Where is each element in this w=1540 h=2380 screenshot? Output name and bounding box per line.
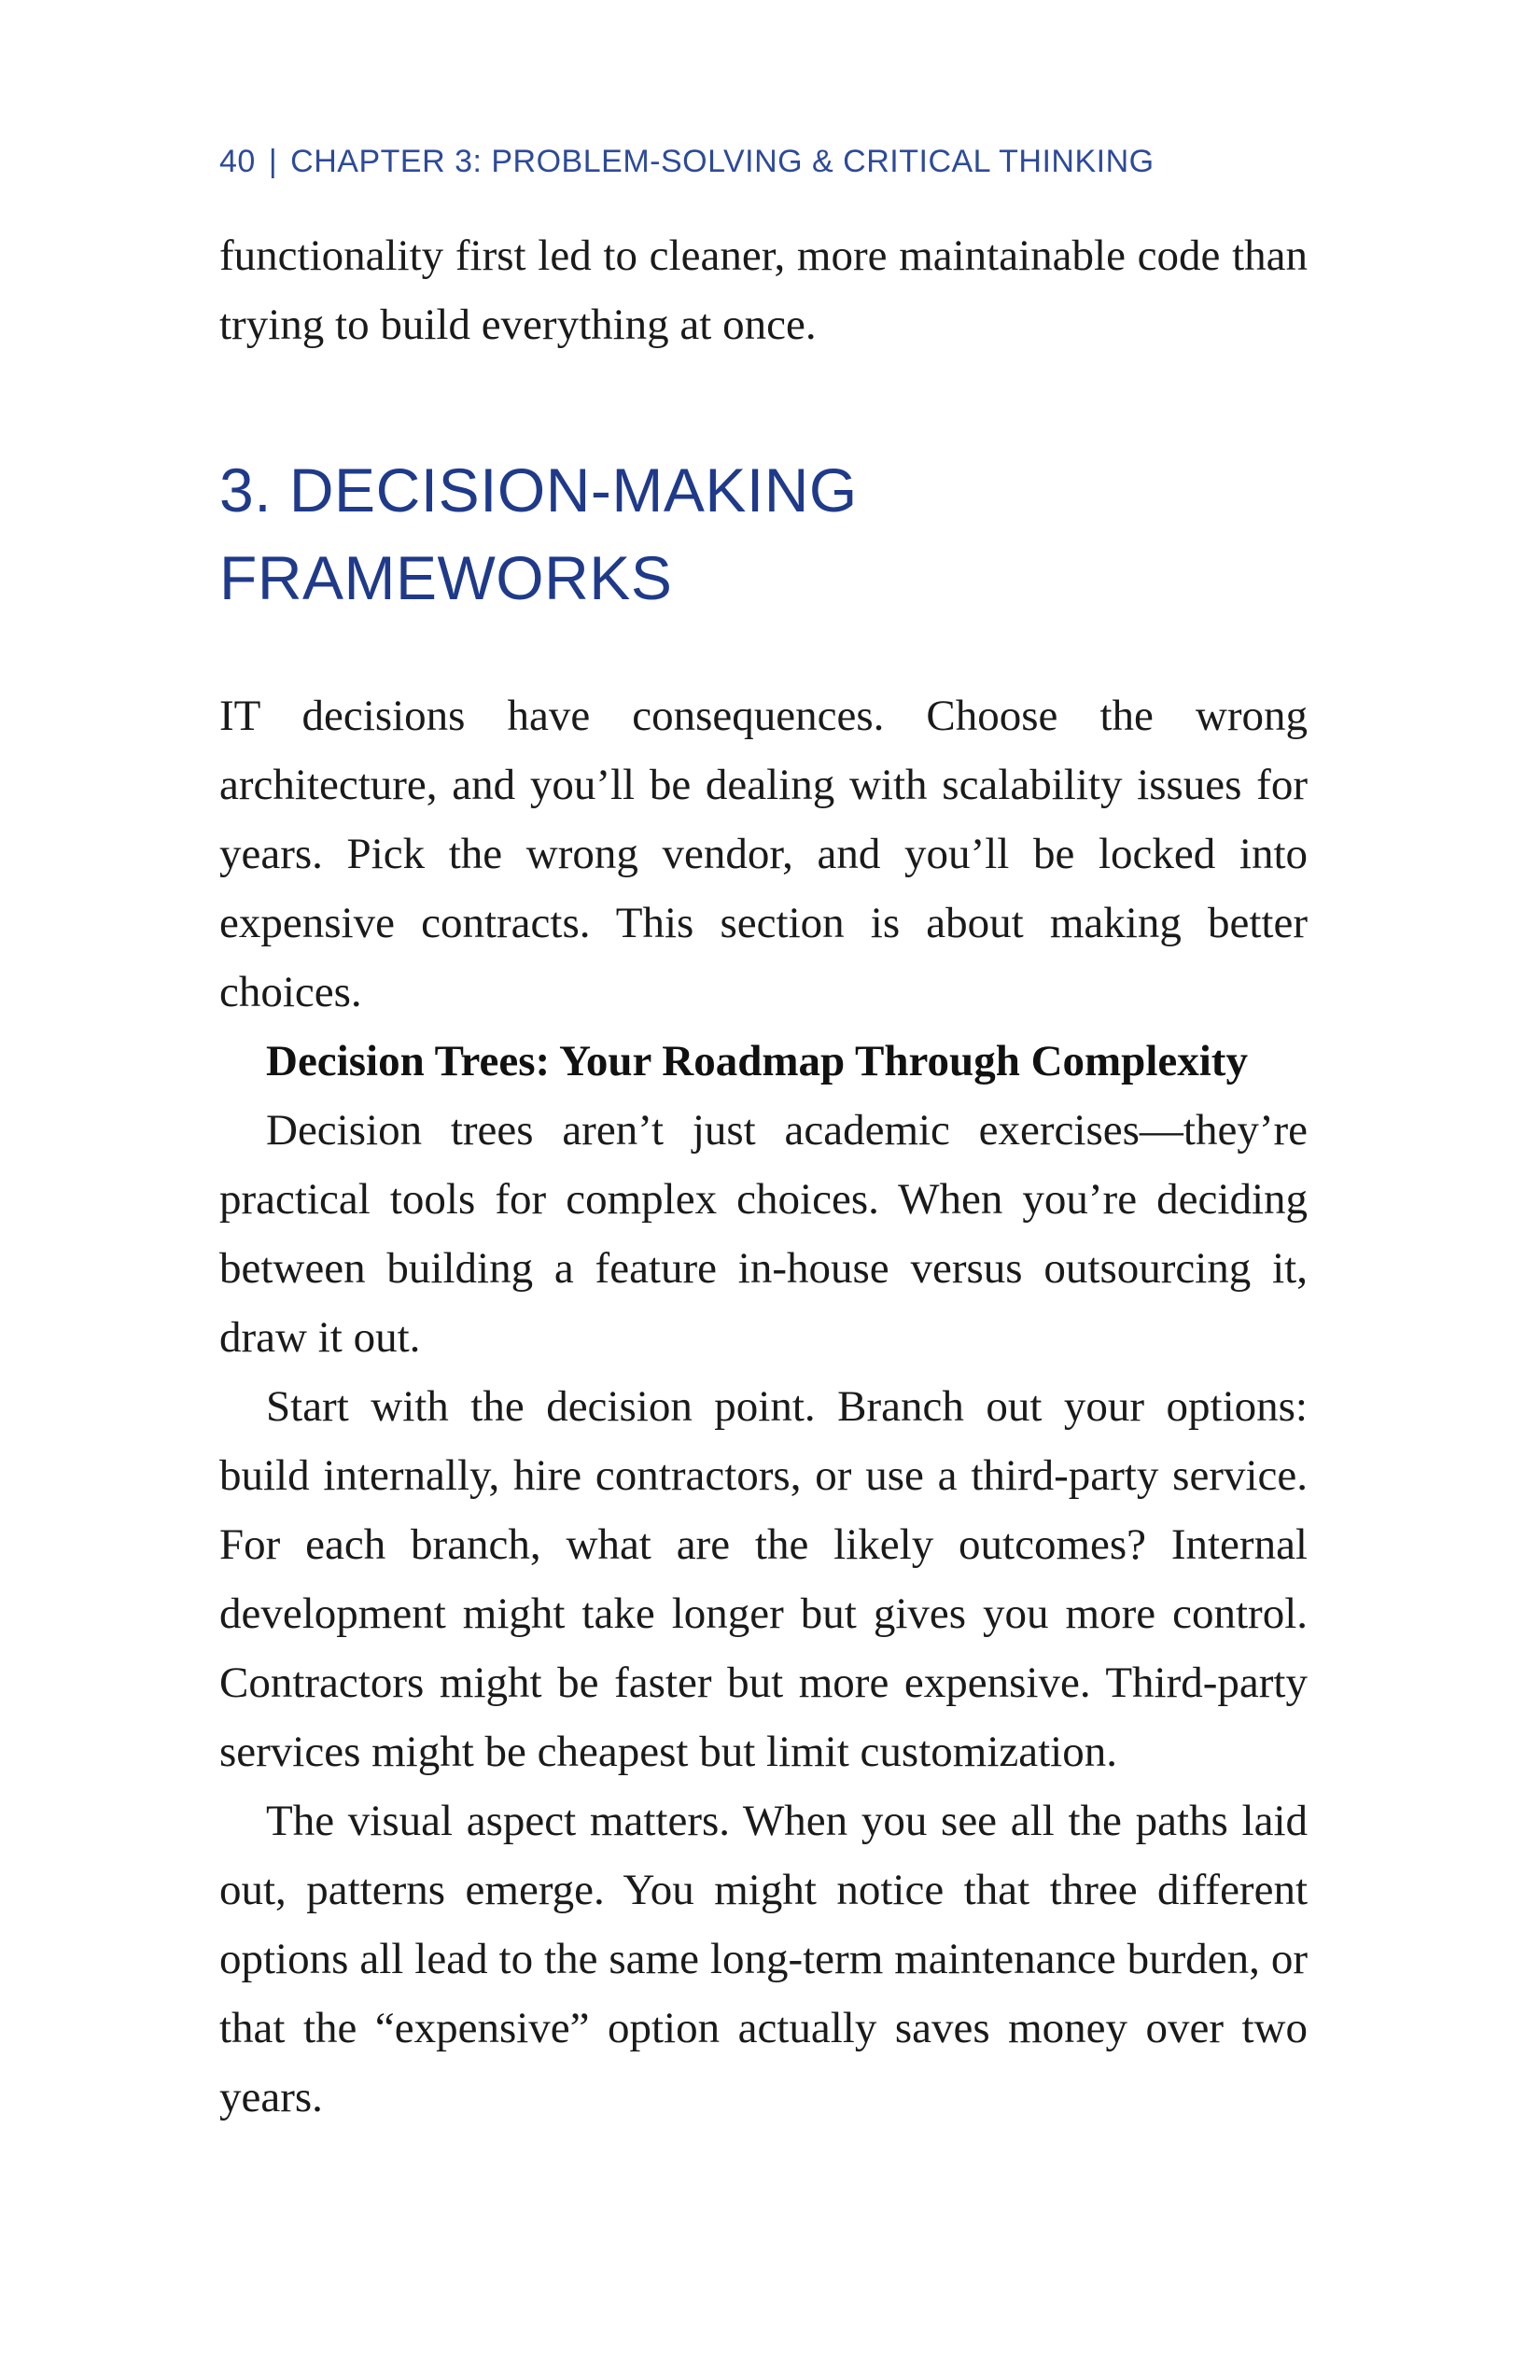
- intro-paragraph: IT decisions have consequences. Choose the wrong architecture, and you’ll be dealing with scalability issues for years. Pick the wrong vendor, and you’ll be locked into expensive contracts. This section is about making better choices.: [219, 692, 1308, 1016]
- page-number: 40: [219, 144, 256, 179]
- body-paragraph: The visual aspect matters. When you see all the paths laid out, patterns emerge. You might notice that three different options all lead to the same long-term maintenance burden, or that the “expensive” option actually saves money over two years.: [219, 1797, 1308, 2121]
- section-body: [219, 681, 1308, 2132]
- chapter-title: CHAPTER 3: PROBLEM-SOLVING & CRITICAL THINKING: [290, 144, 1155, 179]
- section-heading: [219, 446, 858, 622]
- section-heading-line-2: FRAMEWORKS: [219, 543, 673, 612]
- continued-paragraph: functionality first led to cleaner, more maintainable code than trying to build everything at once.: [219, 231, 1308, 349]
- section-heading-line-1: 3. DECISION-MAKING: [219, 455, 858, 525]
- header-separator: |: [268, 144, 278, 179]
- body-paragraph: Start with the decision point. Branch out your options: build internally, hire contractors, or use a third-party service. For each branch, what are the likely outcomes? Internal development might take longer but gives you more control. Contractors might be faster but more expensive. Third-party services might be cheapest but limit customization.: [219, 1382, 1308, 1776]
- running-header: [219, 144, 1155, 180]
- subsection-title: Decision Trees: Your Roadmap Through Complexity: [266, 1037, 1248, 1085]
- body-paragraph: Decision trees aren’t just academic exercises—they’re practical tools for complex choices. When you’re deciding between building a feature in-house versus outsourcing it, draw it out.: [219, 1106, 1308, 1362]
